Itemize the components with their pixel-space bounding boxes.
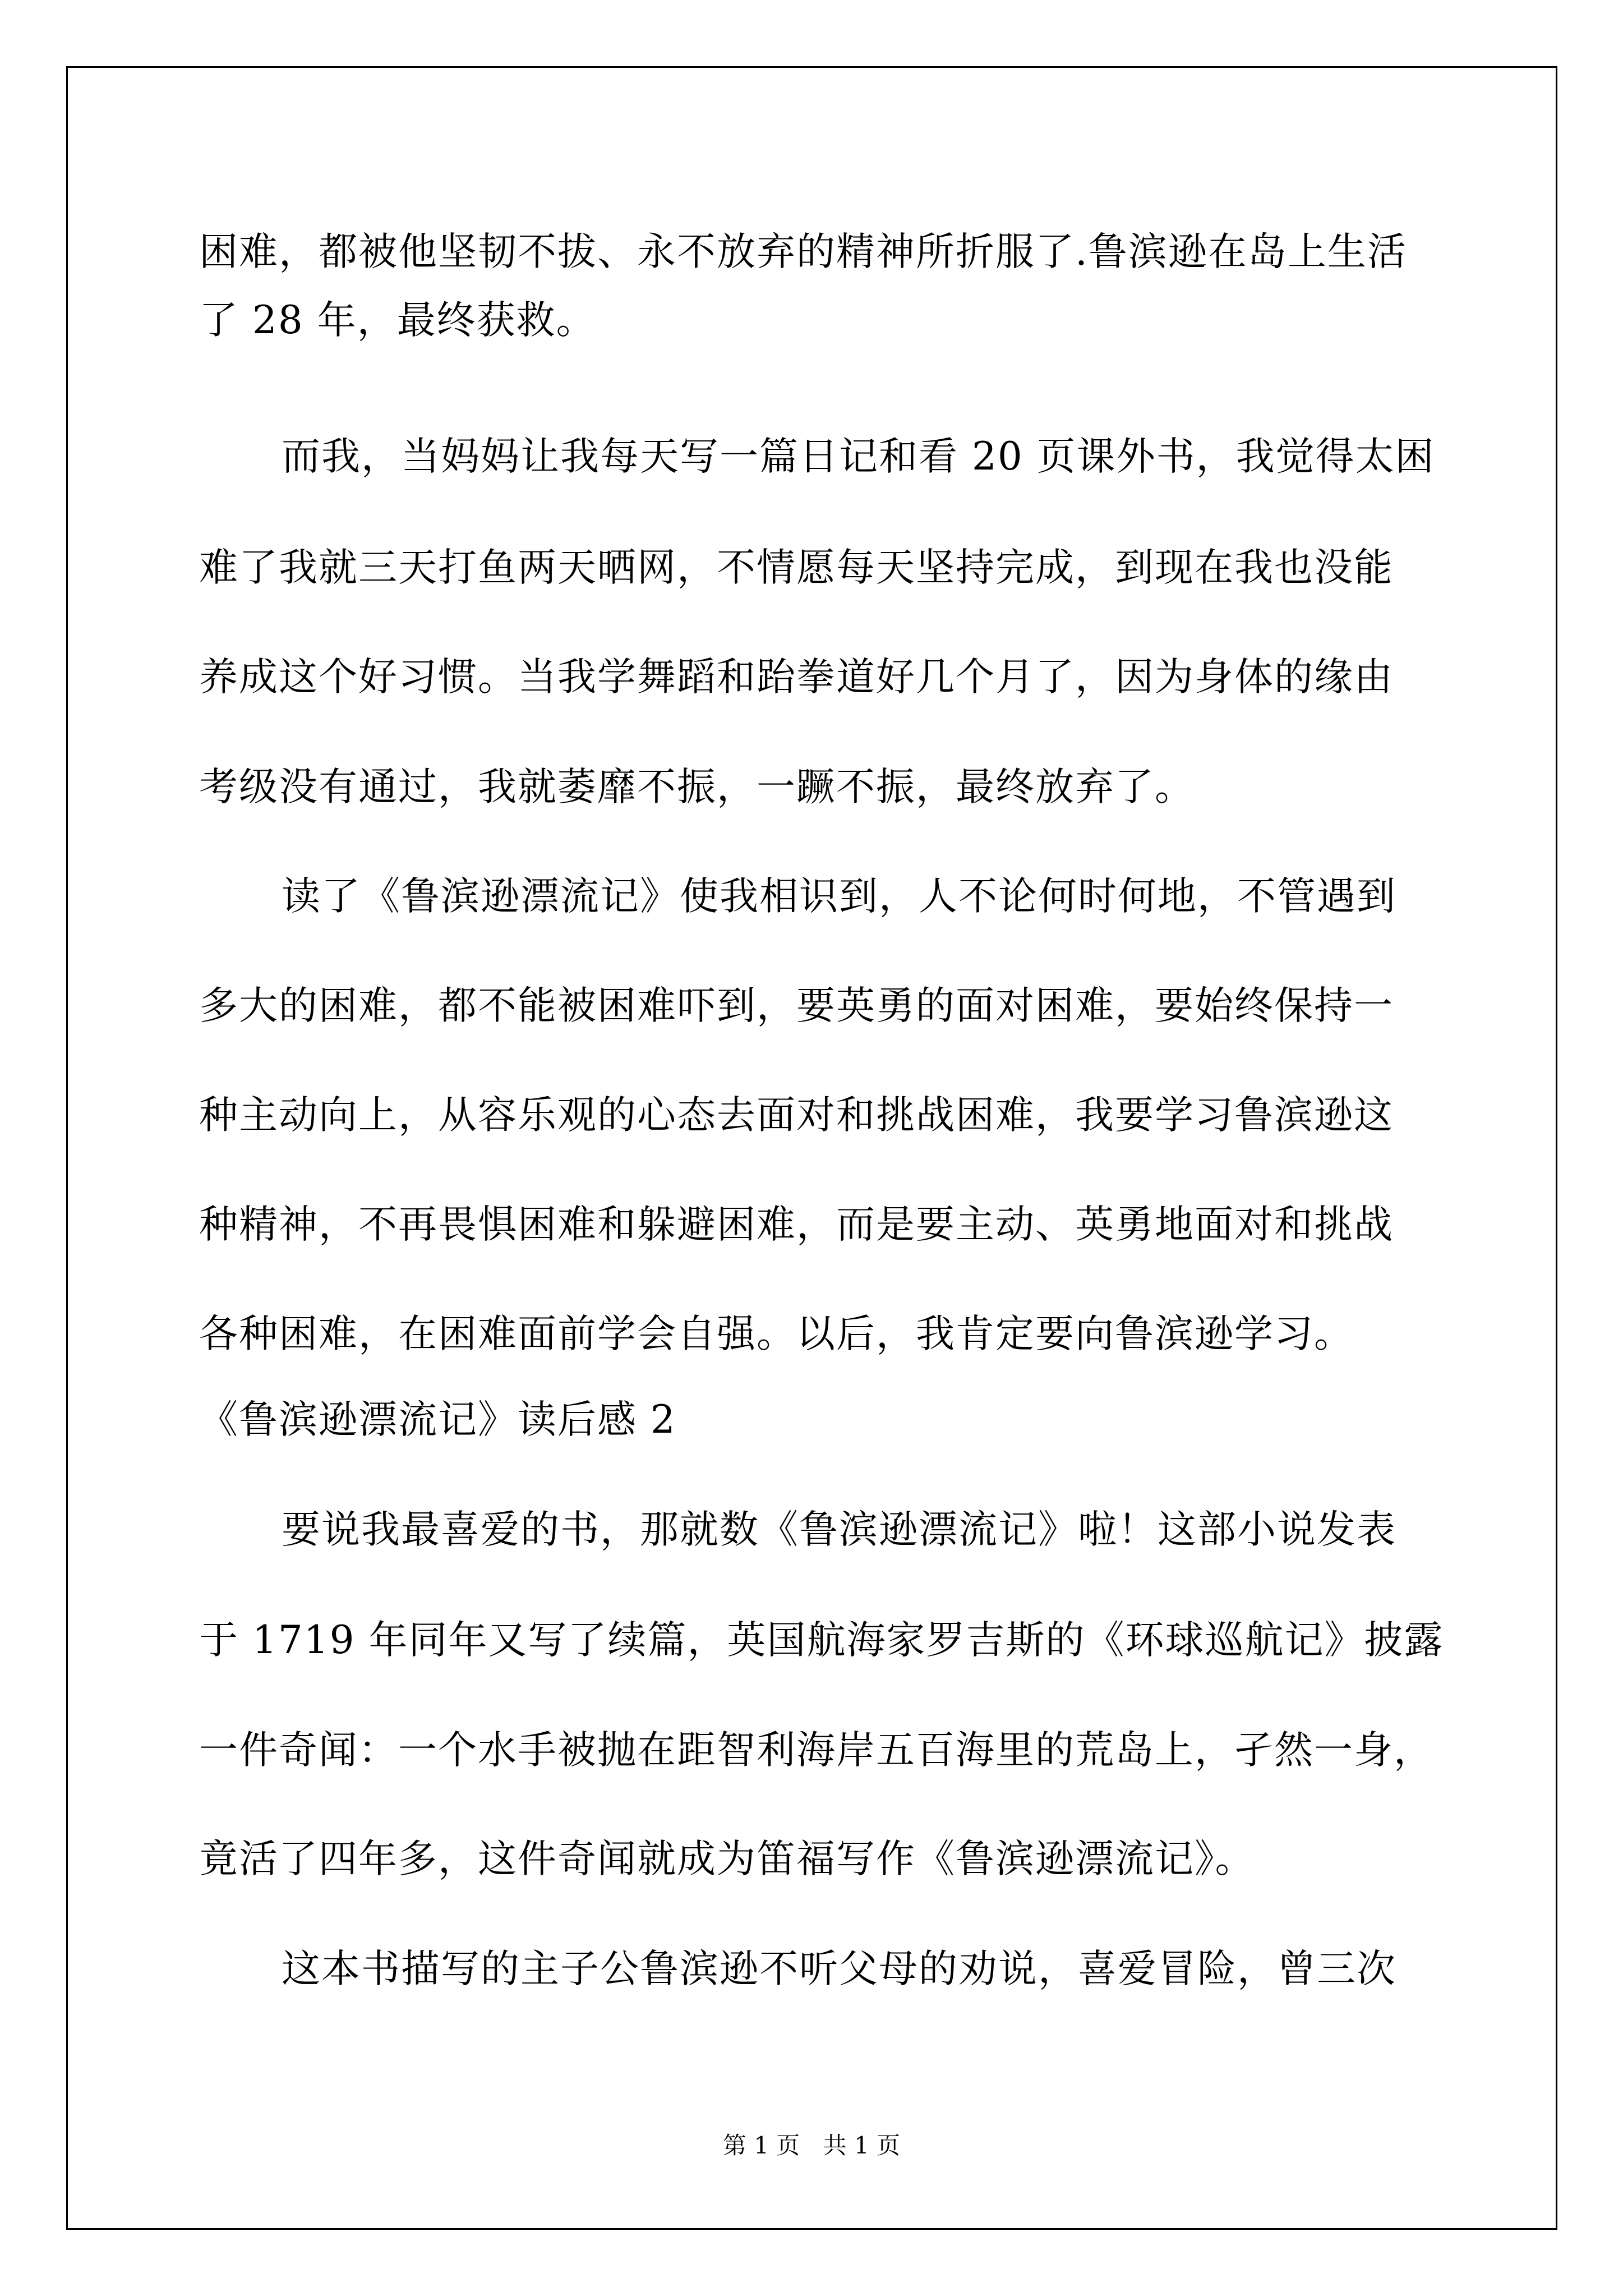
text-line: 了 28 年，最终获救。 (199, 298, 596, 343)
paragraph-start-line: 要说我最喜爱的书，那就数《鲁滨逊漂流记》啦！这部小说发表 (282, 1507, 1396, 1552)
text-line: 于 1719 年同年又写了续篇，英国航海家罗吉斯的《环球巡航记》披露 (199, 1618, 1444, 1663)
page-border (66, 66, 1557, 2230)
text-line: 难了我就三天打鱼两天晒网，不情愿每天坚持完成，到现在我也没能 (199, 545, 1394, 590)
text-line: 多大的困难，都不能被困难吓到，要英勇的面对困难，要始终保持一 (199, 983, 1394, 1028)
text-line: 竟活了四年多，这件奇闻就成为笛福写作《鲁滨逊漂流记》。 (199, 1837, 1255, 1881)
paragraph-start-line: 这本书描写的主子公鲁滨逊不听父母的劝说，喜爱冒险，曾三次 (282, 1947, 1396, 1991)
text-line: 养成这个好习惯。当我学舞蹈和跆拳道好几个月了，因为身体的缘由 (199, 655, 1394, 700)
page-number: 第 1 页 (722, 2132, 800, 2159)
text-line: 一件奇闻：一个水手被抛在距智利海岸五百海里的荒岛上，孑然一身， (199, 1728, 1433, 1773)
section-heading: 《鲁滨逊漂流记》读后感 2 (199, 1397, 676, 1442)
paragraph-start-line: 读了《鲁滨逊漂流记》使我相识到，人不论何时何地，不管遇到 (282, 874, 1396, 919)
text-line: 考级没有通过，我就萎靡不振，一蹶不振，最终放弃了。 (199, 765, 1195, 809)
page-total: 共 1 页 (823, 2132, 901, 2159)
text-line: 种主动向上，从容乐观的心态去面对和挑战困难，我要学习鲁滨逊这 (199, 1093, 1394, 1138)
text-line: 种精神，不再畏惧困难和躲避困难，而是要主动、英勇地面对和挑战 (199, 1202, 1394, 1247)
paragraph-start-line: 而我，当妈妈让我每天写一篇日记和看 20 页课外书，我觉得太困 (282, 434, 1435, 479)
text-line: 各种困难，在困难面前学会自强。以后，我肯定要向鲁滨逊学习。 (199, 1312, 1354, 1356)
page-footer (0, 2132, 1623, 2160)
text-line: 困难，都被他坚韧不拔、永不放弃的精神所折服了.鲁滨逊在岛上生活 (199, 229, 1407, 274)
